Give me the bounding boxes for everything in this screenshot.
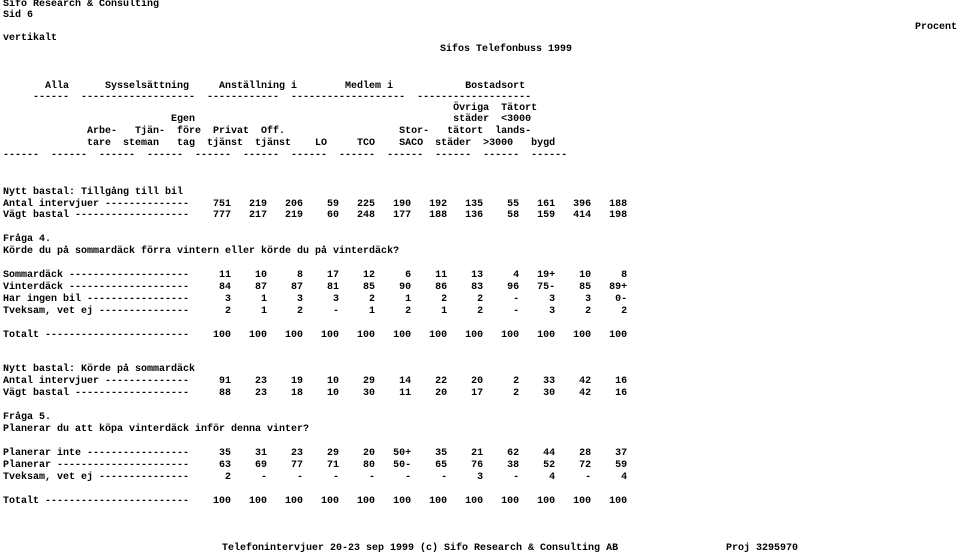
footer-note: Telefonintervjuer 20-23 sep 1999 (c) Sifo Research & Consulting AB bbox=[222, 543, 619, 554]
section-title: Nytt bastal: Tillgång till bil bbox=[3, 187, 184, 198]
base-row: Antal intervjuer -------------- 91 23 19 10 29 14 22 20 2 33 42 16 bbox=[3, 376, 628, 387]
total-row: Totalt ------------------------ 100 100 100 100 100 100 100 100 100 100 100 100 bbox=[3, 496, 628, 507]
column-header-line: Arbe- Tjän- före Privat Off. Stor- tätort lands- bbox=[3, 126, 532, 137]
column-header-line: Egen städer <3000 bbox=[3, 114, 532, 125]
question-text: Planerar du att köpa vinterdäck inför denna vinter? bbox=[3, 424, 310, 435]
unit-label: Procent bbox=[914, 22, 957, 33]
question-label: Fråga 4. bbox=[3, 234, 52, 245]
column-header-line: tare steman tag tjänst tjänst LO TCO SACO städer >3000 bygd bbox=[3, 138, 556, 149]
table-row: Har ingen bil ----------------- 3 1 3 3 2 1 2 2 - 3 3 0- bbox=[3, 294, 628, 305]
table-row: Tveksam, vet ej --------------- 2 - - - - - - 3 - 4 - 4 bbox=[3, 472, 628, 483]
base-row: Vägt bastal ------------------- 777 217 219 60 248 177 188 136 58 159 414 198 bbox=[3, 210, 628, 221]
base-row: Vägt bastal ------------------- 88 23 18 10 30 11 20 17 2 30 42 16 bbox=[3, 388, 628, 399]
orientation-label: vertikalt bbox=[3, 33, 58, 44]
table-row: Vinterdäck -------------------- 84 87 87 81 85 90 86 83 96 75- 85 89+ bbox=[3, 282, 628, 293]
project-number: Proj 3295970 bbox=[725, 543, 798, 554]
section-title: Nytt bastal: Körde på sommardäck bbox=[3, 364, 196, 375]
question-label: Fråga 5. bbox=[3, 412, 52, 423]
total-row: Totalt ------------------------ 100 100 100 100 100 100 100 100 100 100 100 100 bbox=[3, 330, 628, 341]
table-row: Sommardäck -------------------- 11 10 8 17 12 6 11 13 4 19+ 10 8 bbox=[3, 270, 628, 281]
column-header-groups: Alla Sysselsättning Anställning i Medlem i Bostadsort bbox=[3, 81, 526, 92]
page-number: Sid 6 bbox=[3, 10, 34, 21]
base-row: Antal intervjuer -------------- 751 219 206 59 225 190 192 135 55 161 396 188 bbox=[3, 199, 628, 210]
table-row: Tveksam, vet ej --------------- 2 1 2 - 1 2 1 2 - 3 2 2 bbox=[3, 306, 628, 317]
table-row: Planerar ---------------------- 63 69 77 71 80 50- 65 76 38 52 72 59 bbox=[3, 460, 628, 471]
column-header-line: Övriga Tätort bbox=[3, 103, 538, 114]
survey-title: Sifos Telefonbuss 1999 bbox=[440, 44, 573, 55]
company-name: Sifo Research & Consulting bbox=[3, 0, 160, 10]
column-header-rule: ------ ------ ------ ------ ------ ------ ------ ------ ------ ------ ------ ------ bbox=[3, 150, 568, 161]
column-header-rule: ------ ------------------- ------------ ------------------- ------------------- bbox=[3, 92, 532, 103]
table-row: Planerar inte ----------------- 35 31 23 29 20 50+ 35 21 62 44 28 37 bbox=[3, 448, 628, 459]
question-text: Körde du på sommardäck förra vintern eller körde du på vinterdäck? bbox=[3, 246, 400, 257]
